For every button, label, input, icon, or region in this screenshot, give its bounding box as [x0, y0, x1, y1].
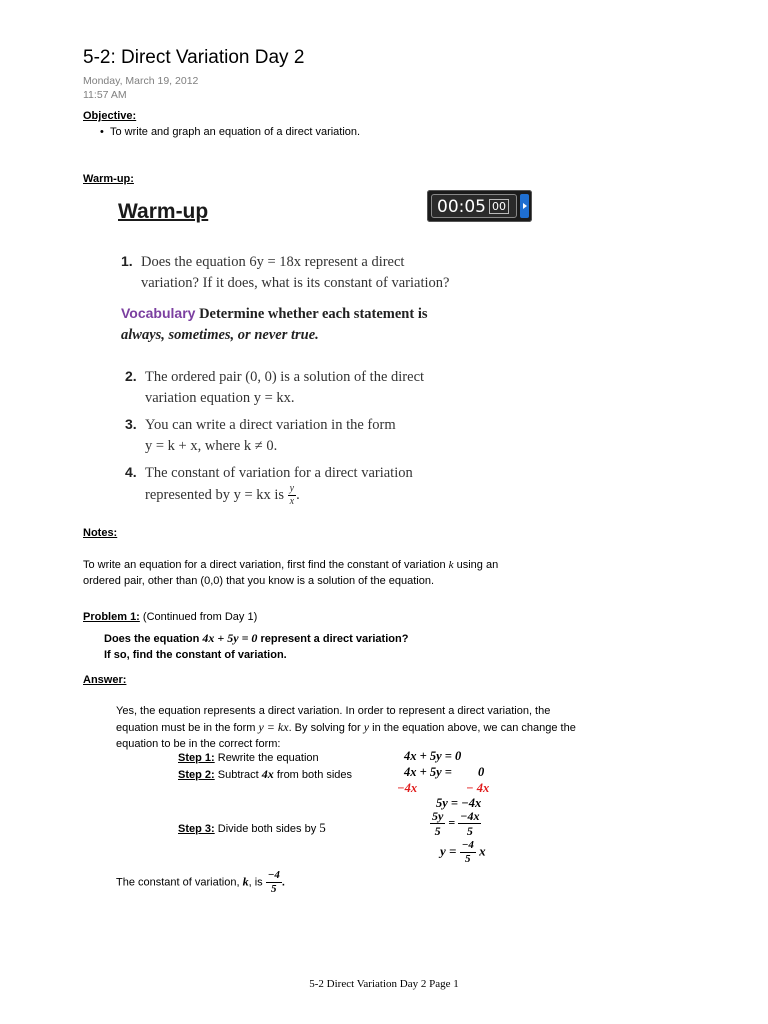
q3-number: 3.: [125, 416, 137, 432]
final-num: −4: [461, 839, 474, 851]
q2-line1: The ordered pair (0, 0) is a solution of the direct: [145, 369, 425, 385]
q2-line2: variation equation y = kx.: [145, 390, 295, 406]
answer-form: y = kx: [258, 720, 289, 734]
q4-fraction-den: x: [289, 496, 295, 507]
vocabulary-line2: always, sometimes, or never true.: [121, 327, 319, 343]
final-equation: [440, 840, 486, 865]
notes-line1-end: using an: [456, 559, 499, 571]
conclusion-text-a: The constant of variation,: [116, 876, 240, 889]
page-footer: 5-2 Direct Variation Day 2 Page 1: [309, 978, 459, 990]
answer-line3: equation to be in the correct form:: [116, 738, 281, 750]
final-lhs: y =: [440, 843, 457, 859]
final-fraction: [460, 840, 476, 865]
q4-number: 4.: [125, 464, 137, 480]
problem1-header: [83, 609, 257, 625]
q2-number: 2.: [125, 368, 137, 384]
step2-subtract-left: −4x: [397, 781, 418, 795]
objective-heading: Objective:: [83, 110, 137, 122]
warmup-question-1: [121, 251, 449, 294]
conclusion-k: k: [242, 874, 249, 889]
q4-line2: represented by y = kx is: [145, 486, 285, 503]
problem1-text-b: represent a direct variation?: [260, 633, 409, 645]
problem1-note: (Continued from Day 1): [142, 611, 258, 623]
conclusion-num: −4: [267, 869, 280, 881]
step2-result: 5y = −4x: [436, 796, 482, 810]
timer-subvalue: 00: [489, 199, 509, 214]
bullet-icon: •: [100, 126, 104, 138]
q1-line2: variation? If it does, what is its constant of variation?: [141, 275, 450, 291]
step2-equation-right: 0: [478, 765, 485, 779]
step1-equation: 4x + 5y = 0: [404, 749, 462, 763]
notes-line2: ordered pair, other than (0,0) that you know is a solution of the equation.: [83, 575, 435, 587]
q3-line2: y = k + x, where k ≠ 0.: [145, 438, 278, 454]
step1: [178, 750, 319, 766]
objective-bullet: [100, 124, 360, 140]
final-den: 5: [465, 853, 471, 865]
page-title: 5-2: Direct Variation Day 2: [83, 47, 305, 68]
objective-text: To write and graph an equation of a direct variation.: [109, 126, 361, 138]
answer-paragraph: [116, 703, 726, 752]
answer-heading: Answer:: [83, 674, 127, 686]
final-var: x: [479, 843, 486, 859]
q4-fraction-num: y: [289, 483, 295, 494]
notes-line1: To write an equation for a direct variation, first find the constant of variation: [83, 559, 446, 571]
warmup-label: Warm-up:: [83, 173, 134, 185]
warmup-question-2: [125, 366, 424, 409]
answer-line2-b: . By solving for: [288, 722, 361, 734]
step3-right-num: −4x: [460, 809, 480, 823]
step2-text-b: from both sides: [276, 769, 353, 781]
step3-fraction-right: [458, 810, 481, 837]
play-icon[interactable]: [520, 194, 529, 218]
vocabulary-label: Vocabulary: [121, 305, 196, 321]
problem1-statement: [104, 630, 408, 663]
step2-text-a: Subtract: [217, 769, 259, 781]
step2-term: 4x: [261, 767, 274, 781]
answer-y: y: [363, 720, 370, 734]
answer-line2-c: in the equation above, we can change the: [372, 722, 576, 734]
step3-right-den: 5: [466, 824, 473, 838]
k-symbol: k: [448, 559, 454, 571]
step2-equation-left: 4x + 5y =: [404, 765, 452, 779]
step1-label: Step 1:: [178, 752, 215, 764]
step2: [178, 766, 352, 783]
step2-label: Step 2:: [178, 769, 215, 781]
step3-text: Divide both sides by: [217, 823, 317, 835]
step3-fraction-left: [430, 810, 445, 837]
step3-equation: [430, 810, 481, 837]
step3-left-num: 5y: [432, 809, 444, 823]
conclusion: [116, 870, 285, 895]
step3: [178, 820, 326, 837]
notes-heading: Notes:: [83, 527, 118, 539]
step2-subtract-right: − 4x: [466, 781, 490, 795]
notes-text: [83, 557, 723, 589]
problem1-equation: 4x + 5y = 0: [202, 631, 258, 645]
conclusion-den: 5: [271, 883, 277, 895]
step1-text: Rewrite the equation: [217, 752, 319, 764]
q1-line1: Does the equation 6y = 18x represent a direct: [141, 254, 405, 270]
step3-divisor: 5: [319, 820, 326, 835]
answer-line1: Yes, the equation represents a direct variation. In order to represent a direct variation, the: [116, 705, 551, 717]
step3-label: Step 3:: [178, 823, 215, 835]
q3-line1: You can write a direct variation in the form: [145, 417, 396, 433]
q4-line1: The constant of variation for a direct variation: [145, 465, 413, 481]
warmup-heading: Warm-up: [118, 200, 209, 223]
vocabulary-line1: Determine whether each statement is: [199, 306, 428, 322]
q1-number: 1.: [121, 253, 133, 269]
timer-display: [431, 194, 517, 218]
problem1-label: Problem 1:: [83, 611, 140, 623]
page-date: Monday, March 19, 2012: [83, 75, 199, 87]
q4-fraction: [288, 484, 296, 507]
answer-line2-a: equation must be in the form: [116, 722, 256, 734]
step3-left-den: 5: [434, 824, 441, 838]
warmup-question-4: 4. The constant of variation for a direct variation represented by y = kx is $\frac{y}{x}$ .: [125, 464, 413, 507]
problem1-text-line2: If so, find the constant of variation.: [104, 649, 287, 661]
warmup-question-3: [125, 414, 396, 457]
equals-sign: =: [448, 815, 456, 830]
conclusion-text-b: , is: [248, 876, 263, 889]
conclusion-fraction: [266, 870, 282, 895]
conclusion-period: .: [281, 876, 285, 889]
problem1-text-a: Does the equation: [104, 633, 200, 645]
page-time: 11:57 AM: [83, 89, 127, 101]
countdown-timer: [427, 190, 532, 222]
timer-value: 00:05: [437, 197, 486, 217]
vocabulary-block: [121, 303, 428, 346]
